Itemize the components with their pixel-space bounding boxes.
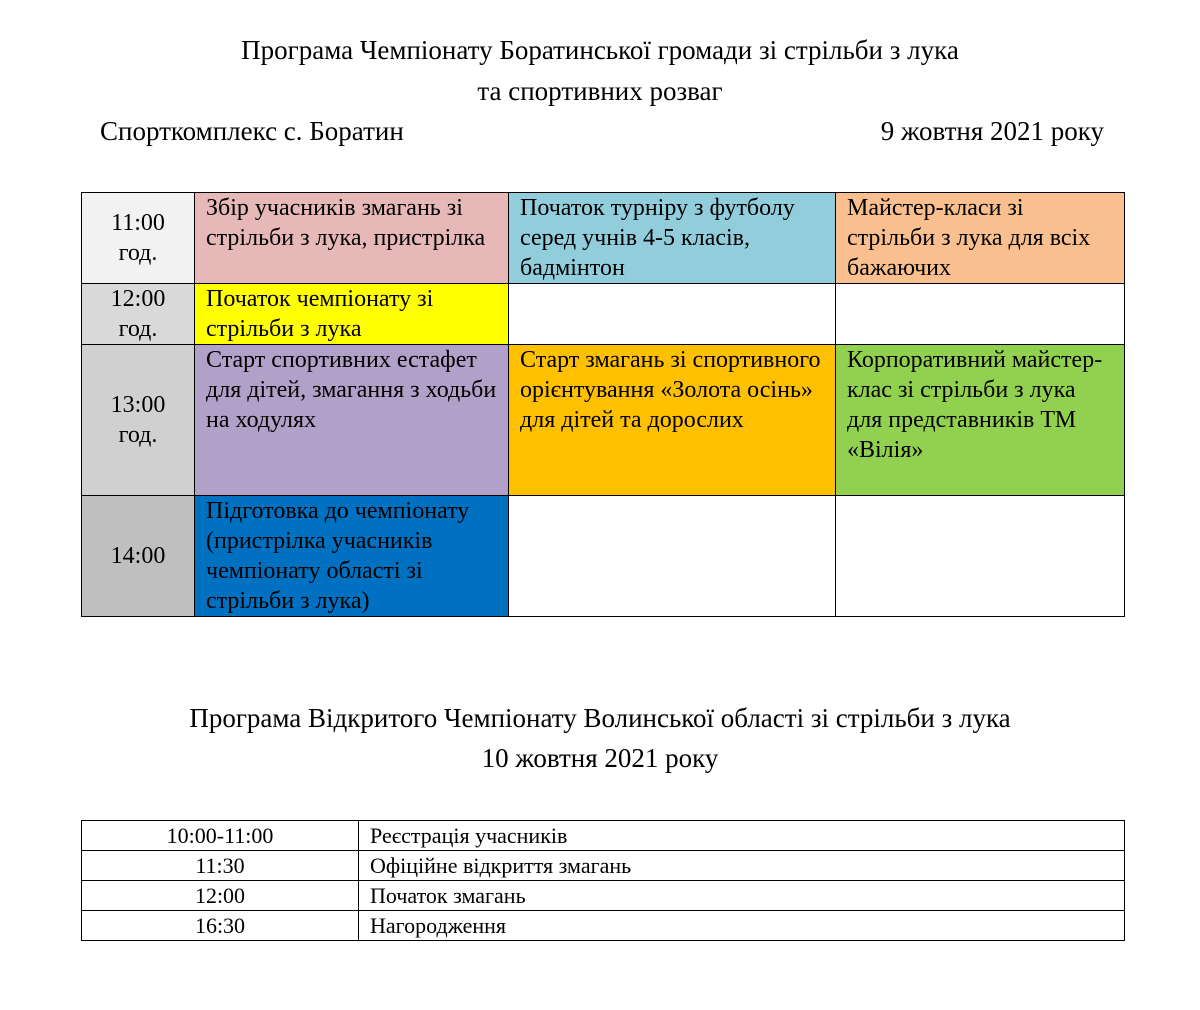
event-cell: Реєстрація учасників [359,821,1125,851]
time-cell [82,496,195,617]
time-cell: 10:00-11:00 [82,821,359,851]
activity-cell: Підготовка до чемпіонату (пристрілка учасників чемпіонату області зі стрільби з лука) [195,496,509,617]
activity-cell [509,284,836,345]
activity-cell: Старт спортивних естафет для дітей, змагання з ходьби на ходулях [195,345,509,496]
time-label: 12:00 [110,286,166,312]
schedule-row [82,496,1125,617]
time-unit: год. [118,422,158,448]
activity-cell: Початок турніру з футболу серед учнів 4-5 класів, бадмінтон [509,193,836,284]
table-row [82,911,1125,941]
page-subtitle: та спортивних розваг [477,76,723,106]
event-cell: Офіційне відкриття змагань [359,851,1125,881]
time-label: 13:00 [110,392,166,418]
regional-table [81,820,1125,941]
time-label: 14:00 [110,543,166,569]
time-label: 11:00 [111,210,165,236]
table-row [82,821,1125,851]
time-cell: 11:30 [82,851,359,881]
activity-cell [836,284,1125,345]
schedule-table [81,192,1125,617]
schedule-row [82,284,1125,345]
time-cell: 12:00 [82,881,359,911]
activity-cell: Початок чемпіонату зі стрільби з лука [195,284,509,345]
schedule-row [82,345,1125,496]
venue-label: Спорткомплекс с. Боратин [100,116,404,146]
activity-cell [836,496,1125,617]
event-date: 9 жовтня 2021 року [880,116,1104,146]
time-cell [82,193,195,284]
time-unit: год. [118,240,158,266]
activity-cell: Збір учасників змагань зі стрільби з лука, пристрілка [195,193,509,284]
time-cell [82,284,195,345]
time-cell: 16:30 [82,911,359,941]
table-row [82,881,1125,911]
activity-cell: Майстер-класи зі стрільби з лука для всіх бажаючих [836,193,1125,284]
activity-cell: Старт змагань зі спортивного орієнтування «Золота осінь» для дітей та дорослих [509,345,836,496]
event-cell: Початок змагань [359,881,1125,911]
event-cell: Нагородження [359,911,1125,941]
page-title: Програма Чемпіонату Боратинської громади зі стрільби з лука [241,35,959,65]
regional-date: 10 жовтня 2021 року [481,743,719,773]
time-cell [82,345,195,496]
table-row [82,851,1125,881]
regional-title: Програма Відкритого Чемпіонату Волинської області зі стрільби з лука [189,703,1011,733]
time-unit: год. [118,316,158,342]
activity-cell [509,496,836,617]
schedule-row [82,193,1125,284]
activity-cell: Корпоративний майстер-клас зі стрільби з лука для представників ТМ «Вілія» [836,345,1125,496]
